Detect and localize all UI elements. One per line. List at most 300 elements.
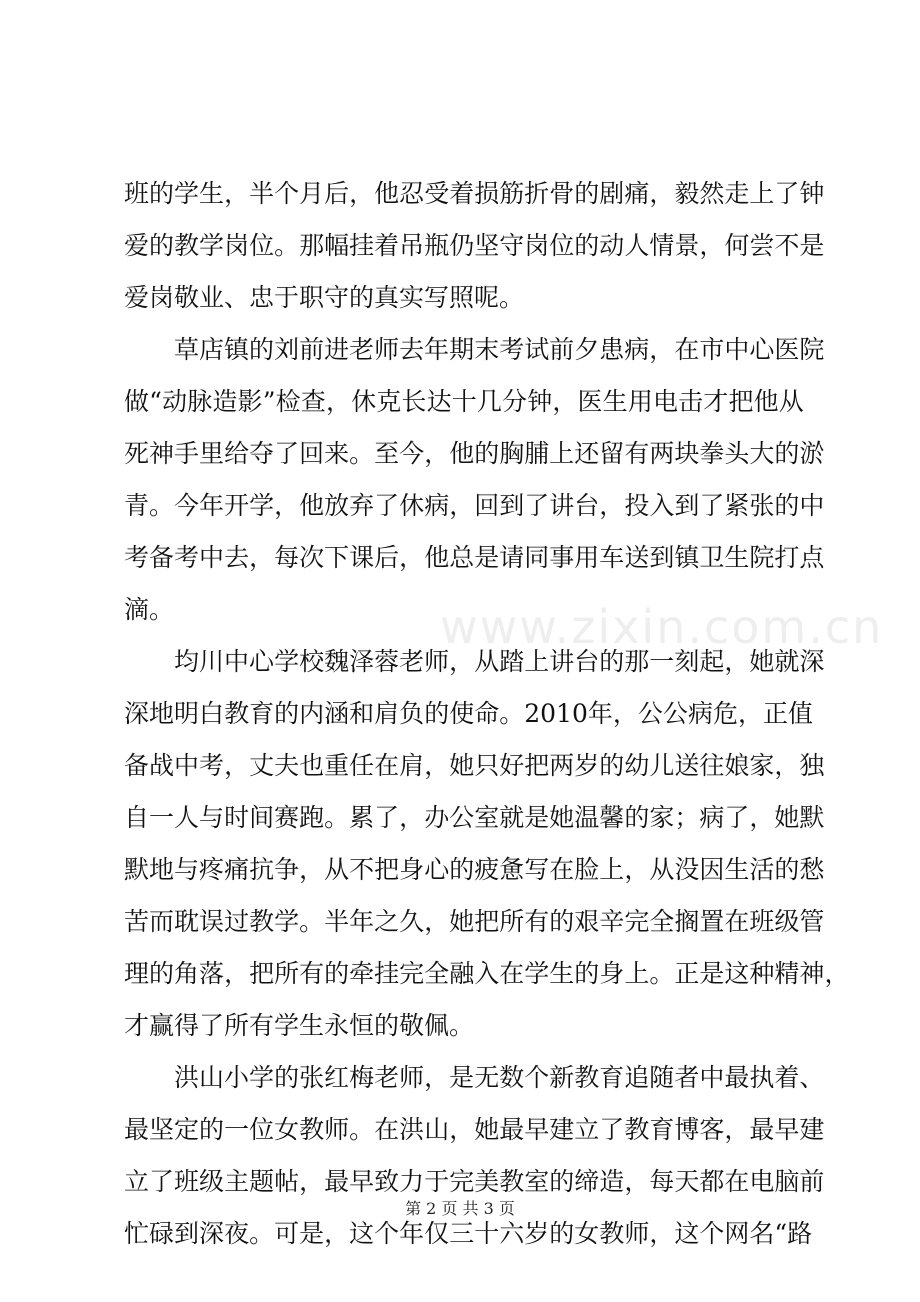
text-char: 刻 bbox=[674, 647, 700, 676]
text-char: 女 bbox=[574, 1219, 600, 1248]
text-char: 题 bbox=[249, 1167, 275, 1196]
text-line bbox=[124, 428, 825, 480]
text-char: 的 bbox=[424, 699, 450, 728]
text-char: 自 bbox=[124, 803, 150, 832]
text-char: 来 bbox=[324, 439, 350, 468]
text-char: 争 bbox=[274, 855, 300, 884]
text-char: 使 bbox=[449, 699, 475, 728]
text-char: 赛 bbox=[274, 803, 300, 832]
text-char: 守 bbox=[499, 231, 525, 260]
text-char: 最 bbox=[724, 1063, 750, 1092]
text-char: 不 bbox=[349, 855, 375, 884]
text-char: 育 bbox=[649, 1115, 675, 1144]
text-char: 活 bbox=[749, 855, 775, 884]
text-char: 学 bbox=[274, 647, 300, 676]
text-char: 电 bbox=[749, 1167, 775, 1196]
text-char: 在 bbox=[374, 1115, 400, 1144]
text-char: 写 bbox=[524, 855, 550, 884]
text-char: 神 bbox=[149, 439, 175, 468]
text-char: 美 bbox=[474, 1167, 500, 1196]
text-char: 在 bbox=[374, 751, 400, 780]
text-char: 而 bbox=[149, 907, 175, 936]
text-char: 。 bbox=[249, 1219, 275, 1248]
text-char: 病 bbox=[624, 335, 650, 364]
text-char: 长 bbox=[401, 387, 427, 416]
text-line: 爱岗敬业、忠于职守的真实写照呢。 bbox=[124, 283, 525, 312]
text-char: 幼 bbox=[624, 751, 650, 780]
text-char: 早 bbox=[524, 1115, 550, 1144]
text-char: 坚 bbox=[474, 231, 500, 260]
text-char: 是 bbox=[299, 1219, 325, 1248]
text-char: 生 bbox=[199, 179, 225, 208]
text-char: 岁 bbox=[574, 751, 600, 780]
text-char: 送 bbox=[624, 543, 650, 572]
text-char: 两 bbox=[549, 751, 575, 780]
text-char: 深 bbox=[799, 647, 825, 676]
text-char: 洪 bbox=[399, 1115, 425, 1144]
text-char: 进 bbox=[324, 335, 350, 364]
text-char: 的 bbox=[149, 959, 175, 988]
text-char: 深 bbox=[199, 1219, 225, 1248]
text-char: 也 bbox=[299, 751, 325, 780]
text-char: 神 bbox=[799, 959, 825, 988]
text-char: 数 bbox=[499, 1063, 525, 1092]
text-line bbox=[124, 740, 825, 792]
text-char: 后 bbox=[324, 179, 350, 208]
text-char: 了 bbox=[374, 803, 400, 832]
text-char: 教 bbox=[574, 1063, 600, 1092]
text-char: 之 bbox=[374, 907, 400, 936]
text-char: 镇 bbox=[674, 543, 700, 572]
text-line bbox=[124, 844, 825, 896]
text-char: 从 bbox=[474, 647, 500, 676]
text-char: 到 bbox=[499, 491, 525, 520]
text-char: 牵 bbox=[349, 959, 375, 988]
text-line bbox=[124, 896, 825, 948]
text-line bbox=[124, 1052, 825, 1104]
text-char: 丈 bbox=[249, 751, 275, 780]
text-char: 课 bbox=[349, 543, 375, 572]
text-char: 损 bbox=[474, 179, 500, 208]
text-char: 她 bbox=[449, 907, 475, 936]
text-char: 默 bbox=[799, 803, 825, 832]
text-char: 末 bbox=[474, 335, 500, 364]
text-char: 她 bbox=[549, 803, 575, 832]
text-char: 把 bbox=[374, 855, 400, 884]
text-char: 院 bbox=[749, 543, 775, 572]
text-line bbox=[124, 324, 825, 376]
text-char: 定 bbox=[174, 1115, 200, 1144]
text-char: ， bbox=[724, 1115, 750, 1144]
text-char: 院 bbox=[799, 335, 825, 364]
text-char: 地 bbox=[149, 699, 175, 728]
text-char: 的 bbox=[149, 231, 175, 260]
text-char: 这 bbox=[349, 1219, 375, 1248]
text-char: 至 bbox=[374, 439, 400, 468]
text-char: 1 bbox=[556, 699, 572, 728]
text-char: 把 bbox=[474, 907, 500, 936]
text-char: 天 bbox=[674, 1167, 700, 1196]
text-char: 挂 bbox=[374, 959, 400, 988]
text-char: 休 bbox=[351, 387, 377, 416]
text-char: 蓉 bbox=[374, 647, 400, 676]
text-line: 才赢得了所有学生永恒的敬佩。 bbox=[124, 1011, 475, 1040]
text-char: 检 bbox=[275, 387, 301, 416]
text-char: 立 bbox=[574, 1115, 600, 1144]
text-char: 仍 bbox=[449, 231, 475, 260]
text-char: 完 bbox=[624, 907, 650, 936]
text-char: 是 bbox=[524, 803, 550, 832]
text-char: 中 bbox=[699, 1063, 725, 1092]
text-line bbox=[124, 1104, 825, 1156]
text-char: 精 bbox=[774, 959, 800, 988]
text-char: 肩 bbox=[374, 699, 400, 728]
text-char: 给 bbox=[224, 439, 250, 468]
text-char: 的 bbox=[774, 439, 800, 468]
text-char: 克 bbox=[376, 387, 402, 416]
text-char: 是 bbox=[799, 231, 825, 260]
text-char: ， bbox=[224, 751, 250, 780]
text-char: ， bbox=[449, 491, 475, 520]
text-char: 手 bbox=[174, 439, 200, 468]
text-char: 管 bbox=[799, 907, 825, 936]
text-char: 级 bbox=[199, 1167, 225, 1196]
text-char: 着 bbox=[774, 1063, 800, 1092]
text-char: 从 bbox=[778, 387, 804, 416]
text-line bbox=[124, 948, 850, 1000]
text-char: 室 bbox=[474, 803, 500, 832]
text-char: 生 bbox=[549, 959, 575, 988]
text-char: 毅 bbox=[674, 179, 700, 208]
text-char: 回 bbox=[299, 439, 325, 468]
text-char: 三 bbox=[449, 1219, 475, 1248]
text-char: 造 bbox=[212, 387, 238, 416]
text-char: 致 bbox=[374, 1167, 400, 1196]
text-char: 的 bbox=[474, 439, 500, 468]
text-char: 教 bbox=[299, 1115, 325, 1144]
text-char: 淤 bbox=[799, 439, 825, 468]
text-char: ， bbox=[424, 439, 450, 468]
text-char: 育 bbox=[249, 699, 275, 728]
text-char: 从 bbox=[649, 855, 675, 884]
text-char: 六 bbox=[499, 1219, 525, 1248]
text-char: 全 bbox=[649, 907, 675, 936]
text-char: 生 bbox=[724, 855, 750, 884]
text-char: 钟 bbox=[799, 179, 825, 208]
text-char: 点 bbox=[799, 543, 825, 572]
text-char: 草 bbox=[174, 335, 200, 364]
text-char: 痛 bbox=[224, 855, 250, 884]
text-char: 的 bbox=[324, 959, 350, 988]
text-char: 起 bbox=[699, 647, 725, 676]
text-char: 班 bbox=[749, 907, 775, 936]
text-char: 教 bbox=[224, 699, 250, 728]
text-char: 最 bbox=[499, 1115, 525, 1144]
text-char: 个 bbox=[374, 1219, 400, 1248]
text-char: 折 bbox=[524, 179, 550, 208]
text-char: 两 bbox=[649, 439, 675, 468]
text-char: 走 bbox=[724, 179, 750, 208]
text-char: 娘 bbox=[724, 751, 750, 780]
text-char: ， bbox=[324, 1219, 350, 1248]
text-char: 教 bbox=[599, 1219, 625, 1248]
text-char: 都 bbox=[699, 1167, 725, 1196]
text-char: ， bbox=[724, 647, 750, 676]
text-char: 早 bbox=[774, 1115, 800, 1144]
text-char: 理 bbox=[124, 959, 150, 988]
text-char: ， bbox=[612, 699, 638, 728]
text-char: 可 bbox=[274, 1219, 300, 1248]
text-char: 早 bbox=[349, 1167, 375, 1196]
text-char: 追 bbox=[624, 1063, 650, 1092]
text-char: 何 bbox=[724, 231, 750, 260]
text-char: 有 bbox=[524, 907, 550, 936]
text-char: ， bbox=[349, 179, 375, 208]
text-char: 公 bbox=[662, 699, 688, 728]
text-char: 剧 bbox=[599, 179, 625, 208]
text-char: 影 bbox=[237, 387, 263, 416]
text-char: 情 bbox=[649, 231, 675, 260]
text-char: 魏 bbox=[324, 647, 350, 676]
text-char: 前 bbox=[299, 335, 325, 364]
text-char: 缔 bbox=[574, 1167, 600, 1196]
text-char: 动 bbox=[599, 231, 625, 260]
text-char: 了 bbox=[699, 491, 725, 520]
text-char: 那 bbox=[299, 231, 325, 260]
text-char: 育 bbox=[599, 1063, 625, 1092]
text-char: 。 bbox=[349, 439, 375, 468]
text-char: 家 bbox=[649, 803, 675, 832]
text-char: 死 bbox=[124, 439, 150, 468]
text-char: 她 bbox=[474, 1115, 500, 1144]
text-char: 的 bbox=[449, 855, 475, 884]
text-char: 0 bbox=[540, 699, 557, 728]
text-char: 最 bbox=[749, 1115, 775, 1144]
text-char: 下 bbox=[324, 543, 350, 572]
text-char: ， bbox=[399, 803, 425, 832]
text-char: 名 bbox=[749, 1219, 775, 1248]
text-char: ， bbox=[325, 387, 351, 416]
text-char: 完 bbox=[449, 1167, 475, 1196]
text-char: 地 bbox=[149, 855, 175, 884]
text-char: 头 bbox=[724, 439, 750, 468]
text-char: 钟 bbox=[527, 387, 553, 416]
text-char: 事 bbox=[549, 543, 575, 572]
text-char: ； bbox=[674, 803, 700, 832]
text-char: 山 bbox=[424, 1115, 450, 1144]
text-char: 办 bbox=[424, 803, 450, 832]
text-char: 年 bbox=[424, 335, 450, 364]
text-char: 讲 bbox=[549, 491, 575, 520]
text-char: 台 bbox=[574, 491, 600, 520]
text-char: ， bbox=[699, 231, 725, 260]
text-char: 放 bbox=[324, 491, 350, 520]
text-char: 2 bbox=[524, 699, 541, 728]
text-char: 白 bbox=[199, 699, 225, 728]
text-char: 到 bbox=[649, 543, 675, 572]
text-char: 有 bbox=[624, 439, 650, 468]
text-line bbox=[124, 792, 825, 844]
text-char: 涵 bbox=[324, 699, 350, 728]
text-char: 碌 bbox=[149, 1219, 175, 1248]
text-char: 中 bbox=[224, 647, 250, 676]
text-char: 了 bbox=[774, 179, 800, 208]
text-char: 洪 bbox=[174, 1063, 200, 1092]
text-char: 命 bbox=[474, 699, 500, 728]
text-char: 把 bbox=[524, 751, 550, 780]
text-char: 用 bbox=[627, 387, 653, 416]
text-char: 客 bbox=[699, 1115, 725, 1144]
text-char: 店 bbox=[199, 335, 225, 364]
text-char: 公 bbox=[449, 803, 475, 832]
text-char: ， bbox=[774, 751, 800, 780]
text-char: 馨 bbox=[599, 803, 625, 832]
text-char: 脉 bbox=[187, 387, 213, 416]
text-char: 校 bbox=[299, 647, 325, 676]
text-char: 岗 bbox=[224, 231, 250, 260]
text-char: 到 bbox=[674, 491, 700, 520]
text-char: 十 bbox=[451, 387, 477, 416]
text-char: 今 bbox=[399, 439, 425, 468]
text-char: 去 bbox=[224, 543, 250, 572]
text-char: 踏 bbox=[499, 647, 525, 676]
text-line bbox=[124, 480, 825, 532]
text-char: 今 bbox=[174, 491, 200, 520]
text-char: 着 bbox=[449, 179, 475, 208]
text-char: 学 bbox=[249, 491, 275, 520]
text-char: 新 bbox=[549, 1063, 575, 1092]
text-char: 个 bbox=[524, 1063, 550, 1092]
text-char: 病 bbox=[699, 803, 725, 832]
text-char: 心 bbox=[424, 855, 450, 884]
text-char: ， bbox=[424, 1063, 450, 1092]
text-char: 岁 bbox=[524, 1219, 550, 1248]
text-char: 就 bbox=[774, 647, 800, 676]
text-char: 落 bbox=[199, 959, 225, 988]
text-char: 的 bbox=[599, 647, 625, 676]
text-char: 没 bbox=[674, 855, 700, 884]
text-char: 这 bbox=[724, 959, 750, 988]
text-char: 与 bbox=[199, 803, 225, 832]
text-char: 和 bbox=[349, 699, 375, 728]
text-char: 爱 bbox=[124, 231, 150, 260]
text-char: 红 bbox=[324, 1063, 350, 1092]
text-char: 身 bbox=[399, 855, 425, 884]
text-char: 累 bbox=[349, 803, 375, 832]
text-char: 不 bbox=[774, 231, 800, 260]
text-char: 身 bbox=[599, 959, 625, 988]
text-char: 。 bbox=[349, 1115, 375, 1144]
text-char: 他 bbox=[374, 179, 400, 208]
text-char: 室 bbox=[524, 1167, 550, 1196]
text-char: 路 bbox=[787, 1219, 813, 1248]
text-char: 这 bbox=[674, 1219, 700, 1248]
text-char: 人 bbox=[624, 231, 650, 260]
text-char: 卫 bbox=[699, 543, 725, 572]
text-char: 一 bbox=[224, 1115, 250, 1144]
text-char: ， bbox=[249, 543, 275, 572]
text-char: 学 bbox=[524, 959, 550, 988]
text-char: 川 bbox=[199, 647, 225, 676]
text-char: 位 bbox=[549, 231, 575, 260]
text-char: 的 bbox=[149, 179, 175, 208]
text-char: 了 bbox=[599, 1115, 625, 1144]
text-char: 中 bbox=[724, 335, 750, 364]
text-char: 误 bbox=[199, 907, 225, 936]
text-char: 全 bbox=[424, 959, 450, 988]
text-char: 内 bbox=[299, 699, 325, 728]
text-char: 温 bbox=[574, 803, 600, 832]
text-char: 达 bbox=[426, 387, 452, 416]
text-char: 查 bbox=[300, 387, 326, 416]
text-char: ， bbox=[449, 647, 475, 676]
text-char: 值 bbox=[788, 699, 814, 728]
text-char: 危 bbox=[712, 699, 738, 728]
text-char: 每 bbox=[274, 543, 300, 572]
text-char: 医 bbox=[774, 335, 800, 364]
text-char: 幅 bbox=[324, 231, 350, 260]
text-char: 过 bbox=[224, 907, 250, 936]
text-char: 明 bbox=[174, 699, 200, 728]
text-char: 位 bbox=[249, 1115, 275, 1144]
text-char: 试 bbox=[524, 335, 550, 364]
text-char: 独 bbox=[799, 751, 825, 780]
text-char: 。 bbox=[299, 907, 325, 936]
text-line bbox=[124, 168, 825, 220]
text-char: 一 bbox=[649, 647, 675, 676]
text-char: 了 bbox=[274, 439, 300, 468]
text-char: 建 bbox=[799, 1115, 825, 1144]
text-line bbox=[124, 636, 825, 688]
text-char: 上 bbox=[549, 439, 575, 468]
text-char: 最 bbox=[124, 1115, 150, 1144]
text-char: 镇 bbox=[224, 335, 250, 364]
text-char: 。 bbox=[649, 959, 675, 988]
text-char: 脯 bbox=[524, 439, 550, 468]
text-char: 才 bbox=[703, 387, 729, 416]
text-char: 肩 bbox=[399, 751, 425, 780]
text-char: 到 bbox=[174, 1219, 200, 1248]
text-char: 置 bbox=[699, 907, 725, 936]
text-char: ， bbox=[274, 491, 300, 520]
text-line bbox=[124, 688, 814, 740]
text-char: 师 bbox=[424, 647, 450, 676]
text-char: 坚 bbox=[149, 1115, 175, 1144]
text-char: 筋 bbox=[499, 179, 525, 208]
text-char: 击 bbox=[678, 387, 704, 416]
text-char: 山 bbox=[199, 1063, 225, 1092]
text-char: 瓶 bbox=[424, 231, 450, 260]
text-char: 心 bbox=[749, 335, 775, 364]
text-char: 半 bbox=[249, 179, 275, 208]
text-char: 后 bbox=[374, 543, 400, 572]
text-char: 老 bbox=[399, 647, 425, 676]
text-char: 台 bbox=[574, 647, 600, 676]
text-char: 年 bbox=[349, 907, 375, 936]
text-char: 辛 bbox=[599, 907, 625, 936]
text-char: 他 bbox=[424, 543, 450, 572]
text-char: 战 bbox=[149, 751, 175, 780]
text-char: ， bbox=[649, 335, 675, 364]
text-char: 疼 bbox=[199, 855, 225, 884]
text-char: 把 bbox=[728, 387, 754, 416]
text-char: 骨 bbox=[549, 179, 575, 208]
text-char: 均 bbox=[174, 647, 200, 676]
text-char: 考 bbox=[174, 543, 200, 572]
watermark: www.zixin.com.cn bbox=[440, 600, 884, 654]
text-char: 备 bbox=[124, 751, 150, 780]
text-char: 学 bbox=[274, 907, 300, 936]
